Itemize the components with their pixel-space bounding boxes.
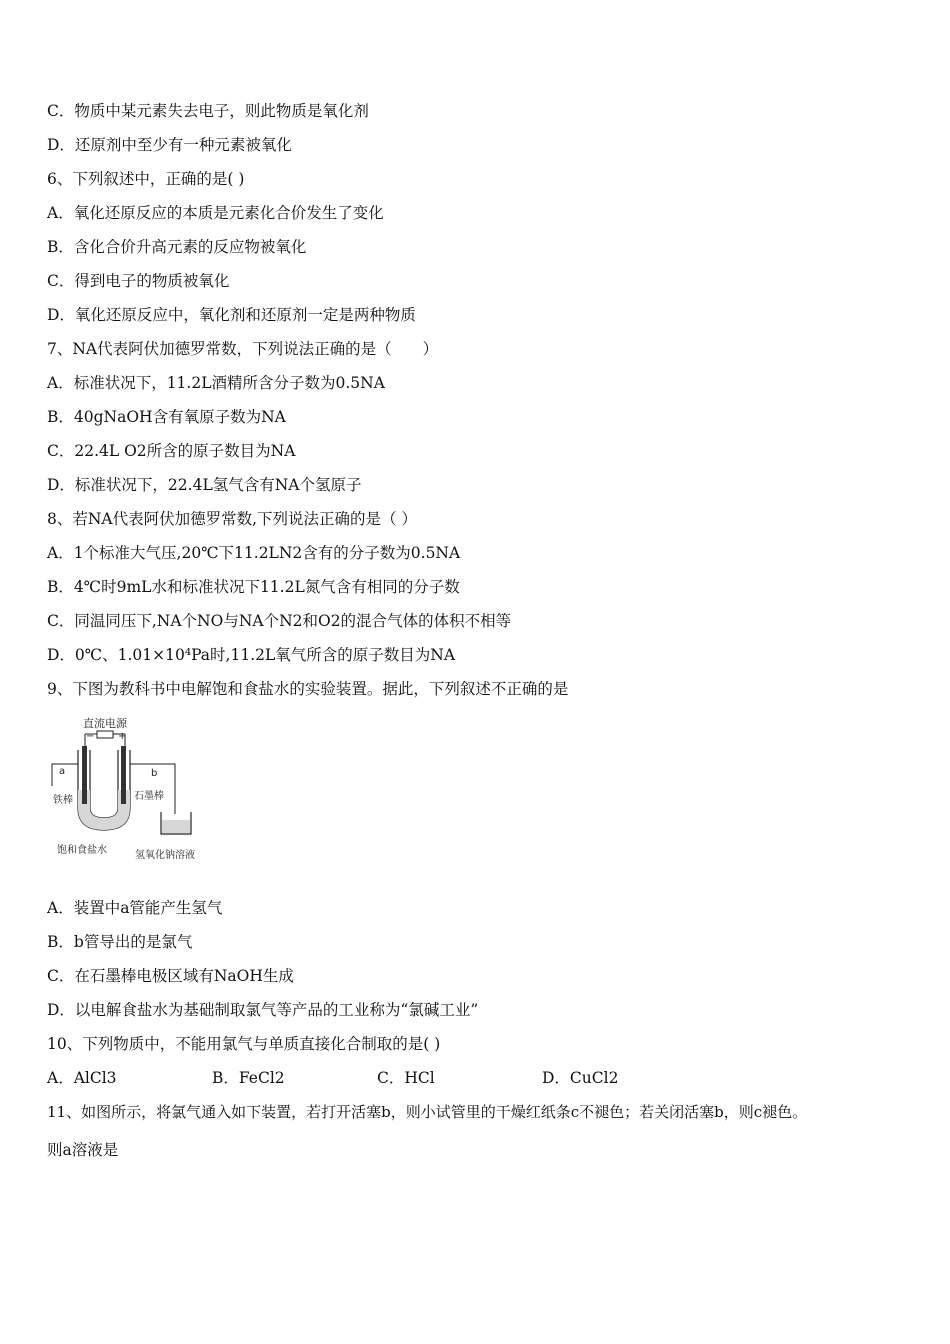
plus-sign: + bbox=[118, 731, 127, 742]
question-line: D．标准状况下，22.4L氢气含有NA个氢原子 bbox=[47, 476, 362, 494]
question-line: D．还原剂中至少有一种元素被氧化 bbox=[47, 136, 292, 154]
question-line: D．氧化还原反应中，氧化剂和还原剂一定是两种物质 bbox=[47, 306, 416, 324]
question-line: 7、NA代表阿伏加德罗常数，下列说法正确的是（ ） bbox=[47, 340, 439, 358]
option-line: C．在石墨棒电极区域有NaOH生成 bbox=[47, 967, 294, 985]
question-line: 11、如图所示，将氯气通入如下装置，若打开活塞b，则小试管里的干燥红纸条c不褪色；若关闭活塞b，则c褪色。 bbox=[47, 1103, 808, 1121]
question-line: A．氧化还原反应的本质是元素化合价发生了变化 bbox=[47, 204, 384, 222]
naoh-solution-label: 氢氧化钠溶液 bbox=[135, 850, 195, 861]
option-line: D．以电解食盐水为基础制取氯气等产品的工业称为“氯碱工业” bbox=[47, 1001, 479, 1019]
question-line: C．22.4L O2所含的原子数目为NA bbox=[47, 442, 296, 460]
power-source-label: 直流电源 bbox=[83, 717, 127, 730]
q10-option-d: D．CuCl2 bbox=[542, 1069, 619, 1087]
iron-rod-label: 铁棒 bbox=[53, 795, 73, 806]
question-line: 8、若NA代表阿伏加德罗常数,下列说法正确的是（ ） bbox=[47, 510, 417, 528]
tube-a-label: a bbox=[59, 766, 66, 777]
question-line: 9、下图为教科书中电解饱和食盐水的实验装置。据此，下列叙述不正确的是 bbox=[47, 680, 569, 698]
question-line: 6、下列叙述中，正确的是( ) bbox=[47, 170, 245, 188]
question-line: C．物质中某元素失去电子，则此物质是氧化剂 bbox=[47, 102, 369, 120]
q10-option-c: C．HCl bbox=[377, 1069, 435, 1087]
question-line: B．4℃时9mL水和标准状况下11.2L氮气含有相同的分子数 bbox=[47, 578, 460, 596]
brine-label: 饱和食盐水 bbox=[57, 845, 107, 856]
question-line: C．得到电子的物质被氧化 bbox=[47, 272, 230, 290]
question-line: A．标准状况下，11.2L酒精所含分子数为0.5NA bbox=[47, 374, 385, 392]
electrolysis-apparatus-diagram bbox=[45, 712, 215, 864]
question-line: 则a溶液是 bbox=[47, 1141, 119, 1159]
question-line: A．1个标准大气压,20℃下11.2LN2含有的分子数为0.5NA bbox=[47, 544, 461, 562]
question-line: B．含化合价升高元素的反应物被氧化 bbox=[47, 238, 307, 256]
tube-b-label: b bbox=[151, 768, 158, 779]
option-line: A．装置中a管能产生氢气 bbox=[47, 899, 223, 917]
question-line: D．0℃、1.01×10⁴Pa时,11.2L氧气所含的原子数目为NA bbox=[47, 646, 456, 664]
graphite-rod-label: 石墨棒 bbox=[134, 791, 164, 802]
option-line: B．b管导出的是氯气 bbox=[47, 933, 193, 951]
question-line: B．40gNaOH含有氧原子数为NA bbox=[47, 408, 286, 426]
question-line: C．同温同压下,NA个NO与NA个N2和O2的混合气体的体积不相等 bbox=[47, 612, 512, 630]
q10-option-b: B．FeCl2 bbox=[212, 1069, 285, 1087]
minus-sign: − bbox=[86, 731, 95, 742]
question-line: 10、下列物质中，不能用氯气与单质直接化合制取的是( ) bbox=[47, 1035, 441, 1053]
q10-option-a: A．AlCl3 bbox=[47, 1069, 117, 1087]
